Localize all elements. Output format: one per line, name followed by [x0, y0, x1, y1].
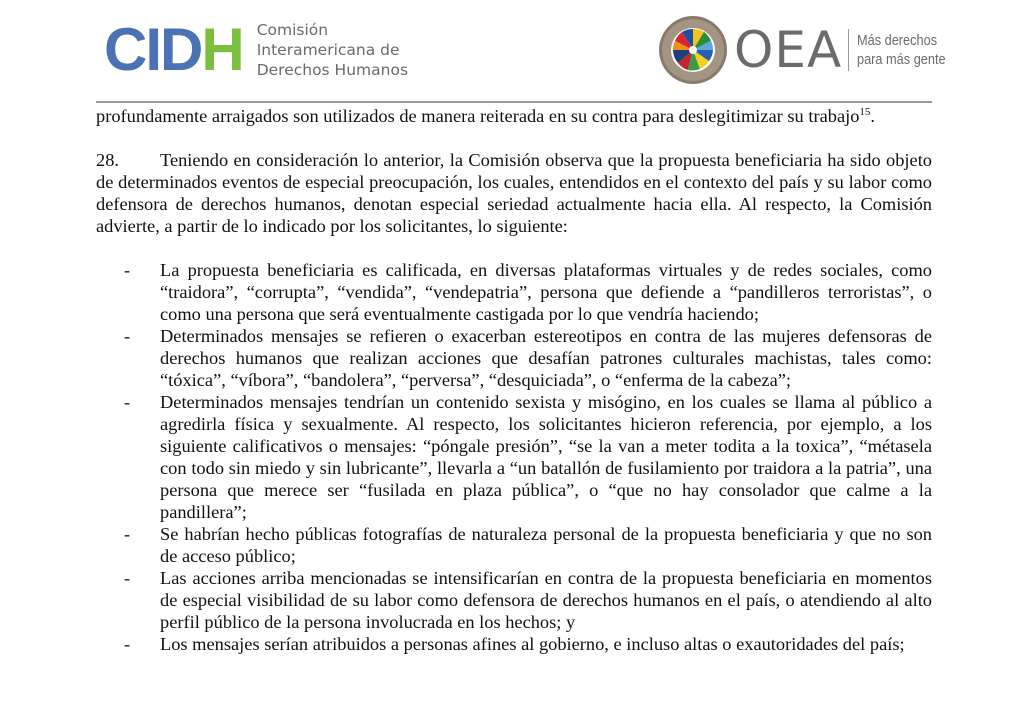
page-header — [0, 0, 1024, 95]
list-item — [96, 567, 932, 633]
paragraph-continued — [96, 105, 932, 127]
bullet-dash: - — [124, 568, 131, 588]
list-item-text: Determinados mensajes tendrían un contenido sexista y misógino, en los cuales se llama al público a agredirla física y sexualmente. Al respecto, los solicitantes hicieron referencia, por ejemplo, a los siguiente calificativos o mensajes: “póngale presión”, “se la van a meter todita a la toxica”, “métasela con todo sin miedo y sin lubricante”, llevarla a “un batallón de fusilamiento por traidora a la patria”, una persona que merece ser “fusilada en plaza pública”, o “que no hay consolador que calme a la pandillera”; — [160, 392, 932, 522]
cidh-logo-mark — [104, 16, 243, 83]
list-item — [96, 523, 932, 567]
oea-logo — [658, 15, 961, 85]
cidh-logo — [104, 16, 409, 83]
paragraph-number: 28. — [96, 150, 119, 170]
cidh-line-1: Comisión — [256, 21, 329, 39]
paragraph-continued-end: . — [870, 106, 876, 126]
bullet-dash: - — [124, 524, 131, 544]
bullet-list — [96, 259, 932, 655]
cidh-line-2: Interamericana de — [256, 41, 400, 59]
list-item-text: Se habrían hecho públicas fotografías de naturaleza personal de la propuesta beneficiaria y que no son de acceso público; — [160, 524, 932, 566]
bullet-dash: - — [124, 260, 131, 280]
paragraph-28 — [96, 149, 932, 237]
bullet-dash: - — [124, 634, 131, 654]
cidh-mark-h: H — [201, 16, 243, 83]
oea-mark: OEA — [734, 21, 843, 79]
oea-tagline-1: Más derechos — [857, 32, 938, 49]
cidh-line-3: Derechos Humanos — [256, 61, 409, 79]
cidh-mark-main: CID — [104, 16, 202, 83]
paragraph-continued-text: profundamente arraigados son utilizados de manera reiterada en su contra para deslegitimizar su trabajo — [96, 106, 860, 126]
list-item-text: Las acciones arriba mencionadas se intensificarían en contra de la propuesta beneficiaria en momentos de especial visibilidad de su labor como defensora de derechos humanos en el país, o atendiendo al alto perfil público de la persona involucrada en los hechos; y — [160, 568, 932, 632]
oas-seal-icon — [658, 15, 728, 85]
footnote-ref[interactable]: 15 — [859, 105, 871, 118]
list-item — [96, 325, 932, 391]
list-item — [96, 391, 932, 523]
document-body — [96, 105, 932, 655]
oea-separator — [848, 29, 849, 71]
list-item — [96, 633, 932, 655]
paragraph-28-text: Teniendo en consideración lo anterior, la Comisión observa que la propuesta beneficiaria ha sido objeto de determinados eventos de especial preocupación, los cuales, entendidos en el contexto del país y su labor como defensora de derechos humanos, denotan especial seriedad actualmente hacia ella. Al respecto, la Comisión advierte, a partir de lo indicado por los solicitantes, lo siguiente: — [96, 150, 932, 236]
list-item-text: Determinados mensajes se refieren o exacerban estereotipos en contra de las mujeres defensoras de derechos humanos que realizan acciones que desafían patrones culturales machistas, tales como: “tóxica”, “víbora”, “bandolera”, “perversa”, “desquiciada”, o “enferma de la cabeza”; — [160, 326, 932, 390]
oea-tagline — [857, 31, 946, 69]
bullet-dash: - — [124, 326, 131, 346]
header-divider — [96, 101, 932, 103]
list-item — [96, 259, 932, 325]
bullet-dash: - — [124, 392, 131, 412]
list-item-text: La propuesta beneficiaria es calificada, en diversas plataformas virtuales y de redes sociales, como “traidora”, “corrupta”, “vendida”, “vendepatria”, persona que defiende a “pandilleros terroristas”, o como una persona que será eventualmente castigada por lo que vendría haciendo; — [160, 260, 932, 324]
oea-tagline-2: para más gente — [857, 51, 946, 68]
list-item-text: Los mensajes serían atribuidos a personas afines al gobierno, e incluso altas o exautoridades del país; — [160, 634, 905, 654]
cidh-logo-text — [257, 20, 408, 80]
